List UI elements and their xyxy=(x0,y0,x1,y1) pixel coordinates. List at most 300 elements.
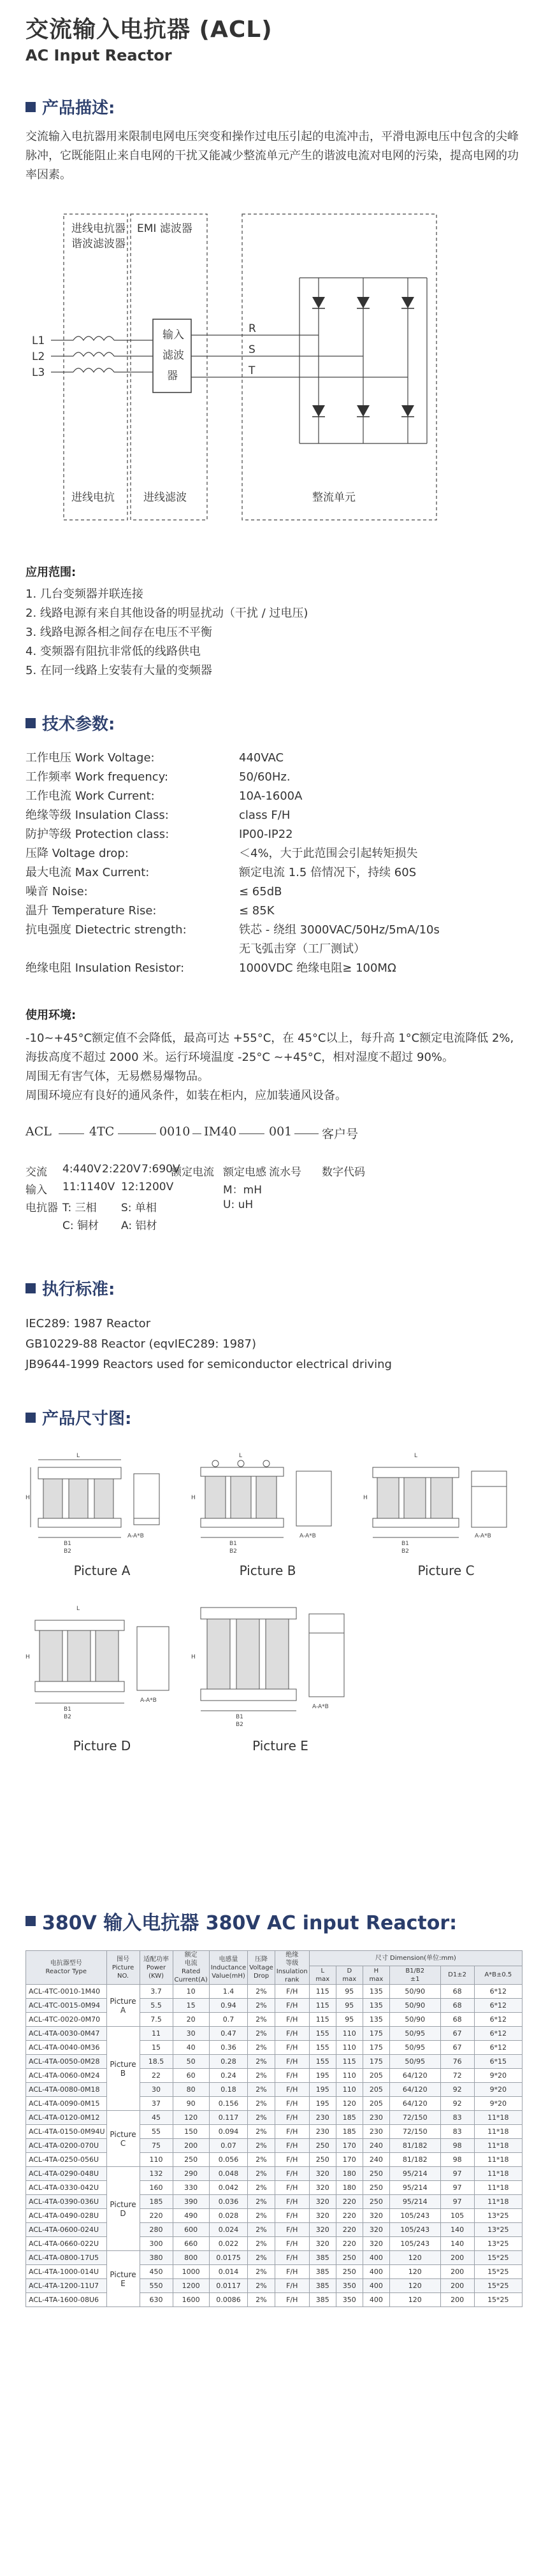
application-item: 4. 变频器有阻抗非常低的线路供电 xyxy=(25,645,201,658)
table-cell: 50 xyxy=(173,2055,209,2069)
table-cell: 2% xyxy=(248,2237,275,2251)
table-cell: 92 xyxy=(440,2083,474,2097)
label-rectifier: 整流单元 xyxy=(312,491,356,504)
table-cell: ACL-4TA-0290-048U xyxy=(26,2167,107,2181)
table-cell: 490 xyxy=(173,2209,209,2223)
table-cell: 55 xyxy=(140,2125,173,2139)
table-cell: 0.014 xyxy=(209,2265,248,2279)
table-cell: 6*12 xyxy=(474,2027,522,2041)
label-filter-1: 输入 xyxy=(162,329,184,342)
table-cell: 11*18 xyxy=(474,2153,522,2167)
spec-value: IP00-IP22 xyxy=(239,828,293,841)
table-cell: 185 xyxy=(140,2195,173,2209)
label-phase-r: R xyxy=(249,322,256,335)
table-cell: 0.117 xyxy=(209,2111,248,2125)
spec-value: 额定电流 1.5 倍情况下，持续 60S xyxy=(239,866,417,879)
table-cell: ACL-4TA-1600-08U6 xyxy=(26,2293,107,2307)
table-cell: 170 xyxy=(336,2139,363,2153)
table-cell: 0.156 xyxy=(209,2097,248,2111)
table-cell: 120 xyxy=(389,2251,440,2265)
table-cell: 400 xyxy=(363,2251,389,2265)
table-cell: ACL-4TA-0490-028U xyxy=(26,2209,107,2223)
svg-text:H: H xyxy=(191,1495,196,1501)
table-cell: 60 xyxy=(173,2069,209,2083)
table-cell: ACL-4TA-0200-070U xyxy=(26,2139,107,2153)
svg-text:H: H xyxy=(25,1654,30,1660)
table-cell: 1.4 xyxy=(209,1985,248,1999)
col-header: 额定 电流 Rated Current(A) xyxy=(173,1951,209,1985)
environment-line: 周围无有害气体，无易燃易爆物品。 xyxy=(25,1070,209,1083)
caption-picture-c: Picture C xyxy=(417,1563,475,1578)
table-row xyxy=(26,1999,523,2013)
table-cell: 115 xyxy=(309,1985,336,1999)
table-row xyxy=(26,2083,523,2097)
svg-text:H: H xyxy=(25,1495,30,1501)
table-row xyxy=(26,2097,523,2111)
table-row xyxy=(26,2237,523,2251)
table-cell: 220 xyxy=(336,2195,363,2209)
table-cell: 20 xyxy=(173,2013,209,2027)
table-cell: 15 xyxy=(140,2041,173,2055)
table-cell: 0.0086 xyxy=(209,2293,248,2307)
table-cell: F/H xyxy=(275,2181,309,2195)
table-cell: 250 xyxy=(309,2153,336,2167)
table-cell: ACL-4TC-0020-0M70 xyxy=(26,2013,107,2027)
col-header: 电抗器型号 Reactor Type xyxy=(26,1951,107,1985)
col-header: D1±2 xyxy=(440,1966,474,1984)
table-cell: 135 xyxy=(363,2013,389,2027)
table-cell: F/H xyxy=(275,2167,309,2181)
table-cell: 185 xyxy=(336,2111,363,2125)
spec-row xyxy=(25,806,523,825)
table-cell: 64/120 xyxy=(389,2097,440,2111)
table-cell: 195 xyxy=(309,2097,336,2111)
spec-row xyxy=(25,940,523,959)
table-cell: 1200 xyxy=(173,2279,209,2293)
svg-text:B1: B1 xyxy=(236,1714,243,1720)
coil-l1 xyxy=(73,336,114,340)
label-reactor-box-2: 谐波滤波器 xyxy=(71,238,126,250)
table-cell: 2% xyxy=(248,1985,275,1999)
section-marker-icon xyxy=(25,718,36,728)
spec-key: 最大电流 Max Current: xyxy=(25,866,150,879)
spec-row xyxy=(25,844,523,863)
table-cell: 81/182 xyxy=(389,2139,440,2153)
table-cell: ACL-4TA-0080-0M18 xyxy=(26,2083,107,2097)
table-cell: 64/120 xyxy=(389,2069,440,2083)
table-cell: 2% xyxy=(248,2223,275,2237)
table-cell: 200 xyxy=(440,2293,474,2307)
table-cell: 195 xyxy=(309,2069,336,2083)
table-cell: 95/214 xyxy=(389,2195,440,2209)
standards-list xyxy=(25,1314,523,1375)
spec-value: 1000VDC 绝缘电阻≥ 100MΩ xyxy=(239,961,396,975)
table-cell: 110 xyxy=(336,2041,363,2055)
table-cell: 0.18 xyxy=(209,2083,248,2097)
picture-group-cell: Picture D xyxy=(106,2167,140,2251)
table-cell: 205 xyxy=(363,2097,389,2111)
col-header: B1/B2 ±1 xyxy=(389,1966,440,1984)
table-cell: ACL-4TA-0600-024U xyxy=(26,2223,107,2237)
table-cell: 11*18 xyxy=(474,2139,522,2153)
table-cell: 350 xyxy=(336,2293,363,2307)
table-cell: 83 xyxy=(440,2125,474,2139)
table-cell: 50/95 xyxy=(389,2027,440,2041)
table-cell: 630 xyxy=(140,2293,173,2307)
section-title: 技术参数: xyxy=(42,715,115,734)
table-cell: 250 xyxy=(336,2251,363,2265)
table-cell: 240 xyxy=(363,2139,389,2153)
section-table-heading xyxy=(25,1907,523,1935)
table-cell: 170 xyxy=(336,2153,363,2167)
table-cell: 0.048 xyxy=(209,2167,248,2181)
table-cell: 50/95 xyxy=(389,2041,440,2055)
table-cell: 450 xyxy=(140,2265,173,2279)
table-cell: 250 xyxy=(363,2167,389,2181)
table-cell: 105 xyxy=(440,2209,474,2223)
svg-text:L: L xyxy=(76,1453,80,1459)
table-cell: 95 xyxy=(336,1985,363,1999)
diode-icon xyxy=(401,405,414,417)
table-cell: 185 xyxy=(336,2125,363,2139)
code-desc: 11:1140V xyxy=(62,1181,115,1193)
table-cell: 97 xyxy=(440,2195,474,2209)
spec-value: ＜4%，大于此范围会引起转矩损失 xyxy=(239,847,418,860)
table-cell: 150 xyxy=(173,2125,209,2139)
code-desc: 数字代码 xyxy=(322,1166,365,1179)
caption-picture-b: Picture B xyxy=(239,1563,296,1578)
drawing-picture-e xyxy=(191,1601,357,1729)
table-cell: 135 xyxy=(363,1985,389,1999)
table-cell: 320 xyxy=(309,2195,336,2209)
svg-text:L: L xyxy=(76,1606,80,1612)
standard-item: JB9644-1999 Reactors used for semiconductor electrical driving xyxy=(25,1358,392,1371)
table-cell: 160 xyxy=(140,2181,173,2195)
table-cell: 92 xyxy=(440,2097,474,2111)
svg-text:B2: B2 xyxy=(64,1548,71,1555)
page-header xyxy=(25,0,523,64)
section-marker-icon xyxy=(25,1283,36,1293)
table-cell: 95 xyxy=(336,2013,363,2027)
code-0010: 0010 xyxy=(159,1125,191,1139)
table-cell: 50/90 xyxy=(389,1999,440,2013)
caption-picture-d: Picture D xyxy=(73,1738,131,1753)
svg-text:A-A*B: A-A*B xyxy=(299,1533,316,1539)
table-cell: 98 xyxy=(440,2153,474,2167)
table-cell: 95/214 xyxy=(389,2181,440,2195)
table-cell: 2% xyxy=(248,2097,275,2111)
table-cell: F/H xyxy=(275,2223,309,2237)
drawing-picture-b xyxy=(191,1448,344,1557)
label-phase-t: T xyxy=(249,364,256,377)
spec-value: 440VAC xyxy=(239,751,284,765)
svg-text:B1: B1 xyxy=(64,1541,71,1547)
coil-l2 xyxy=(73,352,114,356)
table-cell: 0.042 xyxy=(209,2181,248,2195)
table-cell: F/H xyxy=(275,1985,309,1999)
table-cell: 350 xyxy=(336,2279,363,2293)
svg-text:H: H xyxy=(363,1495,368,1501)
table-cell: 230 xyxy=(309,2125,336,2139)
svg-text:B2: B2 xyxy=(236,1722,243,1728)
table-cell: 385 xyxy=(309,2279,336,2293)
spec-key: 绝缘等级 Insulation Class: xyxy=(25,809,169,822)
section-description-heading xyxy=(25,95,523,119)
spec-key: 绝缘电阻 Insulation Resistor: xyxy=(25,961,185,975)
table-cell: F/H xyxy=(275,1999,309,2013)
spec-row xyxy=(25,882,523,902)
table-cell: 6*15 xyxy=(474,2055,522,2069)
table-cell: 67 xyxy=(440,2027,474,2041)
table-cell: 18.5 xyxy=(140,2055,173,2069)
table-cell: 250 xyxy=(336,2265,363,2279)
table-cell: 320 xyxy=(363,2209,389,2223)
table-cell: 90 xyxy=(173,2097,209,2111)
spec-row xyxy=(25,749,523,768)
table-cell: 390 xyxy=(173,2195,209,2209)
drawing-picture-a xyxy=(25,1448,172,1557)
spec-value: ≤ 65dB xyxy=(239,885,282,898)
code-desc: 额定电流 xyxy=(171,1166,214,1179)
table-cell: 37 xyxy=(140,2097,173,2111)
reactor-spec-table xyxy=(25,1950,523,2307)
table-row xyxy=(26,2293,523,2307)
code-desc: 输入 xyxy=(25,1184,47,1197)
table-cell: 200 xyxy=(440,2265,474,2279)
table-cell: 230 xyxy=(363,2125,389,2139)
table-cell: 76 xyxy=(440,2055,474,2069)
table-cell: 40 xyxy=(173,2041,209,2055)
table-row xyxy=(26,2069,523,2083)
table-row xyxy=(26,2265,523,2279)
table-cell: 0.036 xyxy=(209,2195,248,2209)
table-row xyxy=(26,2027,523,2041)
table-cell: F/H xyxy=(275,2055,309,2069)
drawing-picture-d xyxy=(25,1601,185,1729)
drawing-picture-c xyxy=(363,1448,523,1557)
table-cell: 155 xyxy=(309,2027,336,2041)
svg-text:A-A*B: A-A*B xyxy=(475,1533,491,1539)
spec-row xyxy=(25,902,523,921)
table-cell: 110 xyxy=(336,2027,363,2041)
col-header: 电感量 Inductance Value(mH) xyxy=(209,1951,248,1985)
table-cell: 0.094 xyxy=(209,2125,248,2139)
table-cell: 10 xyxy=(173,1985,209,1999)
section-title: 380V 输入电抗器 380V AC input Reactor: xyxy=(42,1912,458,1934)
table-cell: 110 xyxy=(140,2153,173,2167)
table-cell: 175 xyxy=(363,2041,389,2055)
table-cell: 13*25 xyxy=(474,2209,522,2223)
svg-text:A-A*B: A-A*B xyxy=(127,1533,144,1539)
table-cell: 0.24 xyxy=(209,2069,248,2083)
application-item: 3. 线路电源各相之间存在电压不平衡 xyxy=(25,626,212,639)
table-cell: 15*25 xyxy=(474,2293,522,2307)
table-cell: 180 xyxy=(336,2181,363,2195)
code-desc: 交流 xyxy=(25,1166,47,1179)
table-cell: 2% xyxy=(248,2251,275,2265)
spec-key: 温升 Temperature Rise: xyxy=(25,904,157,917)
spec-value: class F/H xyxy=(239,809,291,822)
table-row xyxy=(26,2041,523,2055)
svg-text:B1: B1 xyxy=(401,1541,409,1547)
table-cell: 13*25 xyxy=(474,2223,522,2237)
table-cell: 220 xyxy=(336,2223,363,2237)
table-cell: 115 xyxy=(309,2013,336,2027)
table-cell: 0.7 xyxy=(209,2013,248,2027)
table-row xyxy=(26,2125,523,2139)
table-cell: 67 xyxy=(440,2041,474,2055)
page-title-cn: 交流输入电抗器 (ACL) xyxy=(25,17,273,43)
table-cell: 0.056 xyxy=(209,2153,248,2167)
table-row xyxy=(26,2167,523,2181)
code-customer: 客户号 xyxy=(322,1127,359,1141)
table-cell: 97 xyxy=(440,2181,474,2195)
label-filter-3: 器 xyxy=(167,370,178,382)
table-row xyxy=(26,2223,523,2237)
table-row xyxy=(26,2195,523,2209)
table-cell: 2% xyxy=(248,2111,275,2125)
spec-value: 铁芯 - 绕组 3000VAC/50Hz/5mA/10s xyxy=(239,923,440,937)
dimension-drawings xyxy=(25,1448,523,1894)
spec-value: 10A-1600A xyxy=(239,789,303,803)
table-row xyxy=(26,2055,523,2069)
table-cell: 7.5 xyxy=(140,2013,173,2027)
table-cell: ACL-4TA-0040-0M36 xyxy=(26,2041,107,2055)
label-filter: 进线滤波 xyxy=(143,491,187,504)
table-cell: 200 xyxy=(173,2139,209,2153)
spec-row xyxy=(25,787,523,806)
code-desc: 4:440V xyxy=(62,1163,101,1176)
table-cell: 220 xyxy=(336,2237,363,2251)
svg-text:L: L xyxy=(239,1453,243,1459)
table-cell: ACL-4TA-0050-0M28 xyxy=(26,2055,107,2069)
table-row xyxy=(26,2139,523,2153)
table-cell: 120 xyxy=(389,2293,440,2307)
emi-dashed-box xyxy=(131,214,207,520)
table-cell: 380 xyxy=(140,2251,173,2265)
spec-row xyxy=(25,863,523,882)
table-cell: 120 xyxy=(173,2111,209,2125)
table-cell: F/H xyxy=(275,2209,309,2223)
table-cell: 550 xyxy=(140,2279,173,2293)
col-header: 图号 Picture NO. xyxy=(106,1951,140,1985)
table-cell: 0.028 xyxy=(209,2209,248,2223)
table-cell: 2% xyxy=(248,2083,275,2097)
table-cell: 72/150 xyxy=(389,2111,440,2125)
svg-text:B2: B2 xyxy=(229,1548,237,1555)
standard-item: GB10229-88 Reactor (eqvIEC289: 1987) xyxy=(25,1337,256,1351)
table-cell: F/H xyxy=(275,2279,309,2293)
spec-row xyxy=(25,768,523,787)
table-cell: F/H xyxy=(275,2041,309,2055)
table-cell: F/H xyxy=(275,2265,309,2279)
table-cell: ACL-4TA-0660-022U xyxy=(26,2237,107,2251)
table-cell: 68 xyxy=(440,1999,474,2013)
table-cell: 250 xyxy=(363,2195,389,2209)
table-cell: 2% xyxy=(248,2195,275,2209)
environment-line: -10~+45°C额定值不会降低，最高可达 +55°C，在 45°C以上，每升高 1°C额定电流降低 2%, 海拔高度不超过 2000 米。运行环境温度 -25°C ~+45°C，相对湿度不超过 90%。 xyxy=(25,1032,514,1064)
table-cell: 400 xyxy=(363,2279,389,2293)
table-cell: 200 xyxy=(440,2251,474,2265)
col-header: D max xyxy=(336,1966,363,1984)
table-cell: 2% xyxy=(248,2167,275,2181)
table-row xyxy=(26,1985,523,1999)
table-cell: 155 xyxy=(309,2041,336,2055)
table-cell: 0.47 xyxy=(209,2027,248,2041)
table-cell: 2% xyxy=(248,2181,275,2195)
table-cell: 50/90 xyxy=(389,2013,440,2027)
table-cell: F/H xyxy=(275,2097,309,2111)
section-tech-heading xyxy=(25,711,523,735)
code-desc: U: uH xyxy=(223,1198,254,1211)
code-001: 001 xyxy=(269,1125,292,1139)
circuit-schematic xyxy=(25,201,523,533)
table-cell: 105/243 xyxy=(389,2237,440,2251)
spec-key: 工作电流 Work Current: xyxy=(25,789,155,803)
environment-line: 周围环境应有良好的通风条件，如装在柜内，应加装通风设备。 xyxy=(25,1089,347,1102)
table-cell: 72/150 xyxy=(389,2125,440,2139)
table-cell: 2% xyxy=(248,2293,275,2307)
label-reactor: 进线电抗 xyxy=(71,491,115,504)
table-cell: 1000 xyxy=(173,2265,209,2279)
tech-spec-list xyxy=(25,749,523,978)
table-cell: 2% xyxy=(248,2265,275,2279)
table-row xyxy=(26,2279,523,2293)
table-cell: 97 xyxy=(440,2167,474,2181)
section-dimensions-heading xyxy=(25,1406,523,1429)
application-item: 5. 在同一线路上安装有大量的变频器 xyxy=(25,664,212,677)
table-cell: ACL-4TA-0390-036U xyxy=(26,2195,107,2209)
table-cell: F/H xyxy=(275,2111,309,2125)
table-row xyxy=(26,2111,523,2125)
table-cell: 68 xyxy=(440,2013,474,2027)
code-im40: IM40 xyxy=(204,1125,237,1139)
code-desc: T: 三相 xyxy=(62,1202,97,1214)
table-cell: F/H xyxy=(275,2251,309,2265)
table-cell: 115 xyxy=(336,2055,363,2069)
table-cell: 2% xyxy=(248,2209,275,2223)
label-emi-box: EMI 滤波器 xyxy=(137,222,192,235)
code-acl: ACL xyxy=(25,1125,52,1139)
table-cell: 13*25 xyxy=(474,2237,522,2251)
spec-row xyxy=(25,921,523,940)
table-cell: 0.0175 xyxy=(209,2251,248,2265)
section-marker-icon xyxy=(25,102,36,112)
spec-key: 工作频率 Work frequency: xyxy=(25,770,169,784)
table-cell: 132 xyxy=(140,2167,173,2181)
table-cell: 6*12 xyxy=(474,2041,522,2055)
table-cell: 5.5 xyxy=(140,1999,173,2013)
table-cell: 280 xyxy=(140,2223,173,2237)
table-cell: 11*18 xyxy=(474,2167,522,2181)
table-cell: ACL-4TA-0120-0M12 xyxy=(26,2111,107,2125)
table-cell: 300 xyxy=(140,2237,173,2251)
table-cell: 250 xyxy=(173,2153,209,2167)
coil-l3 xyxy=(73,368,114,372)
description-text: 交流输入电抗器用来限制电网电压突变和操作过电压引起的电流冲击，平滑电源电压中包含的尖峰脉冲，它既能阻止来自电网的干扰又能减少整流单元产生的谐波电流对电网的污染，提高电网的功率因素。 xyxy=(25,130,519,182)
label-l3: L3 xyxy=(32,366,45,379)
environment-text xyxy=(25,1029,523,1105)
section-title: 产品尺寸图: xyxy=(42,1409,132,1428)
col-header: 适配功率 Power (KW) xyxy=(140,1951,173,1985)
table-cell: 155 xyxy=(309,2055,336,2069)
table-cell: 320 xyxy=(363,2223,389,2237)
table-row xyxy=(26,2153,523,2167)
picture-group-cell: Picture A xyxy=(106,1985,140,2027)
table-cell: 180 xyxy=(336,2167,363,2181)
table-cell: ACL-4TA-0090-0M15 xyxy=(26,2097,107,2111)
table-cell: F/H xyxy=(275,2293,309,2307)
